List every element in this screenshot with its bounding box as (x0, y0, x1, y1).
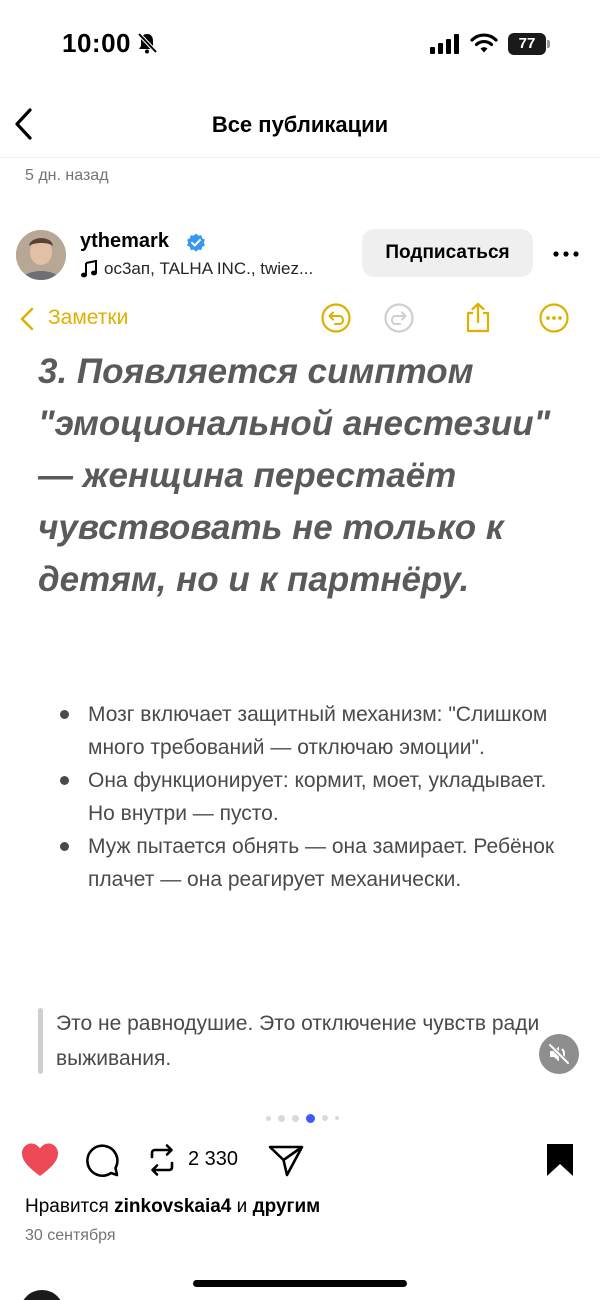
carousel-dot (335, 1116, 339, 1120)
likes-prefix: Нравится (25, 1196, 109, 1217)
music-note-icon (80, 260, 98, 278)
carousel-dots (266, 1113, 356, 1123)
speaker-muted-icon (539, 1034, 579, 1074)
battery-indicator (508, 33, 550, 55)
username[interactable]: ythemark (80, 230, 169, 252)
battery-level: 77 (508, 33, 546, 55)
signal-icon (430, 34, 462, 54)
undo-icon (320, 302, 352, 334)
follow-button[interactable]: Подписаться (362, 229, 533, 277)
page-title: Все публикации (211, 112, 389, 137)
avatar[interactable] (16, 230, 66, 280)
list-item: Она функционирует: кормит, моет, укладывает. Но внутри — пусто. (58, 764, 558, 830)
music-attribution[interactable]: ос3ап, TALHA INC., twiez... (104, 259, 314, 278)
note-bullet-list (58, 698, 558, 896)
redo-icon (383, 302, 415, 334)
share-note-icon (462, 302, 494, 334)
likes-summary (25, 1196, 320, 1218)
liked-by-user[interactable]: zinkovskaia4 (114, 1196, 232, 1217)
header-divider (0, 157, 600, 158)
verified-badge-icon (186, 233, 206, 253)
bookmark-icon[interactable] (545, 1142, 575, 1178)
notes-toolbar (0, 294, 600, 342)
quote-bar (38, 1008, 43, 1074)
status-time: 10:00 (62, 28, 131, 58)
repost-count: 2 330 (188, 1148, 239, 1170)
home-indicator (193, 1280, 407, 1287)
carousel-dot (278, 1115, 285, 1122)
nav-header (0, 96, 600, 154)
likes-others-link[interactable]: другим (252, 1196, 321, 1217)
mute-button[interactable] (539, 1034, 579, 1074)
carousel-dot (292, 1115, 299, 1122)
bell-off-icon (136, 32, 158, 54)
note-quote: Это не равнодушие. Это отключение чувств ради выживания. (56, 1012, 540, 1070)
status-bar (0, 0, 600, 90)
post-media[interactable] (0, 294, 600, 1100)
post-header (0, 222, 600, 288)
repost-icon[interactable] (144, 1142, 180, 1178)
comment-icon[interactable] (84, 1143, 120, 1179)
share-send-icon[interactable] (268, 1143, 304, 1179)
post-relative-time: 5 дн. назад (25, 167, 109, 184)
like-heart-icon[interactable] (20, 1142, 60, 1178)
more-options-icon[interactable] (552, 244, 580, 264)
notes-back-label: Заметки (48, 306, 129, 329)
list-item: Муж пытается обнять — она замирает. Ребёнок плачет — она реагирует механически. (58, 830, 558, 896)
note-more-icon (538, 302, 570, 334)
next-post-avatar (20, 1290, 64, 1300)
likes-middle: и (236, 1196, 248, 1217)
carousel-dot (266, 1116, 271, 1121)
wifi-icon (470, 32, 498, 54)
carousel-dot (322, 1115, 328, 1121)
note-heading: 3. Появляется симптом "эмоциональной анестезии" — женщина перестаёт чувствовать не только к детям, но и к партнёру. (38, 352, 551, 599)
post-date: 30 сентября (25, 1227, 116, 1244)
action-bar (0, 1136, 600, 1184)
carousel-dot-active (306, 1114, 315, 1123)
list-item: Мозг включает защитный механизм: "Слишком много требований — отключаю эмоции". (58, 698, 558, 764)
